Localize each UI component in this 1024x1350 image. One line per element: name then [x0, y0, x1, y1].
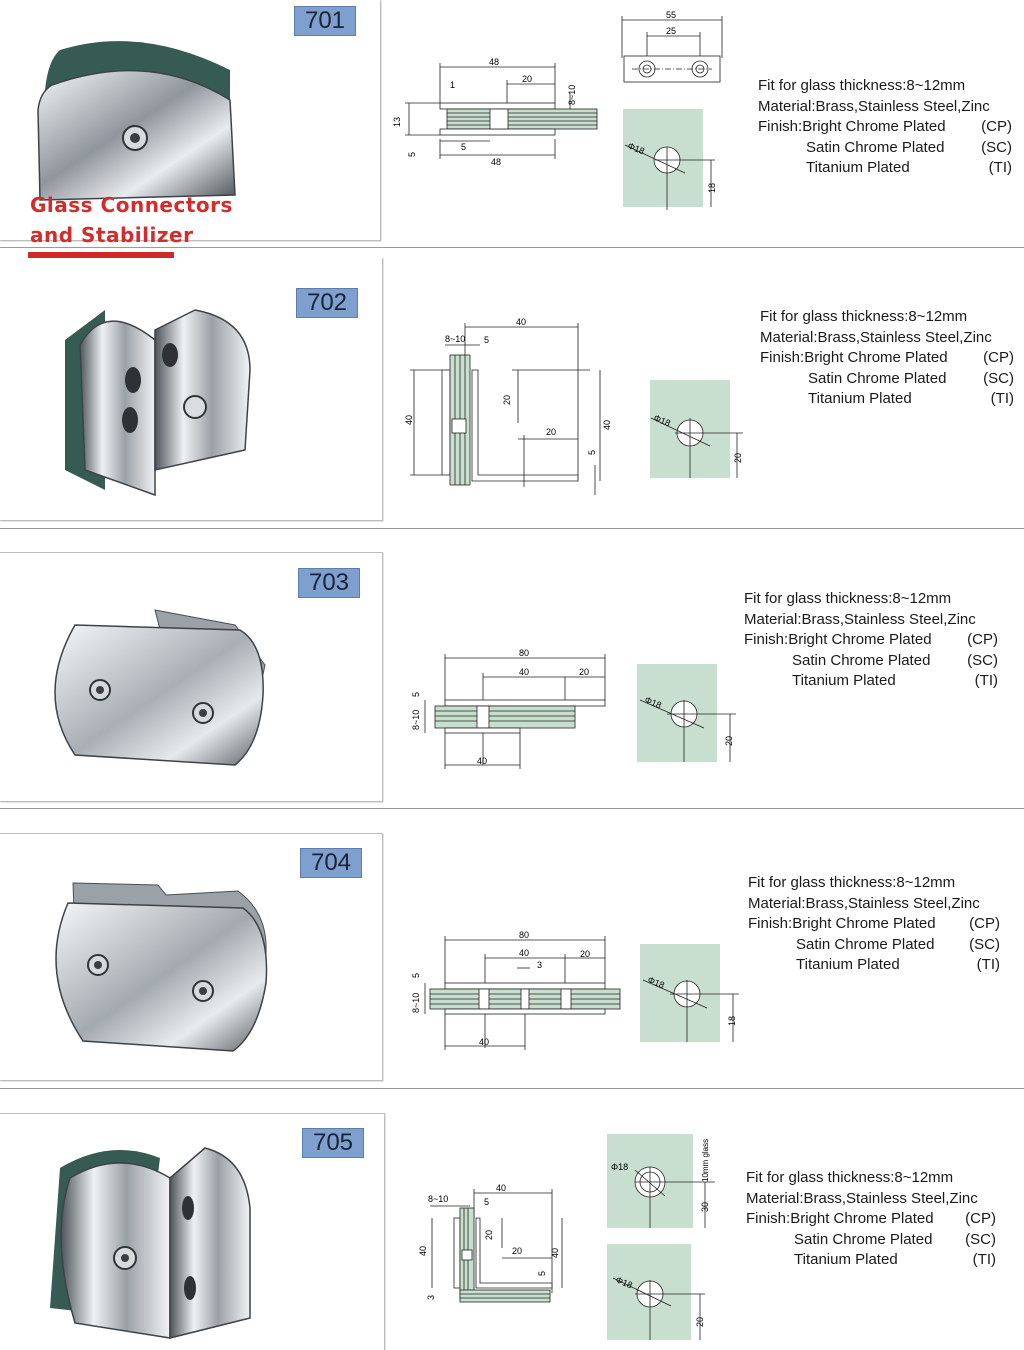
finish-name: Bright Chrome Plated	[788, 631, 932, 648]
dim-5-bottom-701: 5	[461, 142, 467, 152]
dim-1-701: 1	[450, 80, 456, 90]
finish-name: Satin Chrome Plated	[796, 935, 935, 953]
dim-8-10-703: 8~10	[411, 709, 421, 730]
spec-finish-row-1	[758, 117, 1012, 138]
hole-drawing-701	[615, 105, 725, 210]
section-divider	[0, 528, 1024, 529]
spec-material: Material:Brass,Stainless Steel,Zinc	[760, 328, 992, 346]
dim-55-701: 55	[666, 10, 677, 20]
dim-40-top-702: 40	[516, 317, 527, 327]
finish-name: Bright Chrome Plated	[790, 1210, 934, 1227]
dim-40-704: 40	[519, 948, 530, 958]
clamp-photo-704	[38, 873, 278, 1058]
spec-material: Material:Brass,Stainless Steel,Zinc	[758, 97, 990, 115]
glass-thickness-note-705: 10mm glass	[701, 1138, 710, 1182]
finish-code: (SC)	[969, 935, 1000, 953]
dim-48-top-701: 48	[489, 57, 500, 67]
clamp-photo-703	[35, 605, 275, 775]
spec-finish-row-2	[744, 651, 998, 672]
spec-block-705	[746, 1168, 996, 1271]
top-drawing-701	[610, 8, 730, 98]
spec-fit: Fit for glass thickness:8~12mm	[746, 1169, 954, 1186]
dim-5-703: 5	[411, 691, 421, 697]
dim-40-right-705: 40	[550, 1247, 560, 1258]
spec-finish-row-1	[744, 630, 998, 651]
dim-80-704: 80	[519, 930, 530, 940]
dim-40-left-705: 40	[418, 1245, 428, 1256]
hole-drawing-704	[635, 942, 745, 1046]
spec-finish-row-2	[748, 935, 1000, 956]
clamp-photo-705	[40, 1138, 280, 1338]
spec-material: Material:Brass,Stainless Steel,Zinc	[746, 1189, 978, 1207]
hole-diameter-705-top: Φ18	[611, 1162, 629, 1172]
spec-finish-row-3	[760, 389, 1014, 410]
spec-finish-row-3	[744, 671, 998, 692]
dim-20-703-hole: 20	[724, 735, 734, 746]
section-divider	[0, 1088, 1024, 1089]
side-drawing-703	[405, 645, 625, 770]
side-drawing-701	[392, 55, 605, 180]
finish-label: Finish:	[748, 915, 793, 932]
brand-title-line1: Glass Connectors	[30, 193, 233, 217]
spec-finish-row-1	[748, 914, 1000, 935]
finish-code: (SC)	[967, 651, 998, 669]
hole-diameter-701: Φ18	[626, 140, 646, 157]
finish-name: Titanium Plated	[792, 672, 896, 689]
finish-code: (TI)	[974, 672, 998, 689]
dim-5-702: 5	[484, 335, 490, 345]
spec-block-701	[758, 76, 1012, 179]
finish-name: Satin Chrome Plated	[792, 651, 931, 669]
dim-8-10-702: 8~10	[445, 334, 466, 344]
hole-diameter-703: Φ18	[643, 694, 663, 711]
spec-finish-row-3	[748, 955, 1000, 976]
dim-5-704: 5	[411, 972, 421, 978]
brand-title	[30, 190, 233, 250]
finish-name: Satin Chrome Plated	[806, 138, 945, 156]
finish-code: (CP)	[965, 1210, 996, 1227]
hole-drawing-705-bottom	[605, 1242, 720, 1342]
finish-code: (CP)	[983, 349, 1014, 366]
dim-3-705: 3	[426, 1294, 436, 1300]
finish-name: Titanium Plated	[808, 390, 912, 407]
finish-name: Bright Chrome Plated	[804, 349, 948, 366]
finish-name: Titanium Plated	[794, 1251, 898, 1268]
dim-5-bottom-705: 5	[537, 1270, 547, 1276]
finish-label: Finish:	[758, 118, 803, 135]
finish-code: (TI)	[988, 159, 1012, 176]
spec-fit: Fit for glass thickness:8~12mm	[748, 874, 956, 891]
dim-20-vertical-705: 20	[484, 1229, 494, 1240]
hole-drawing-705-top	[605, 1132, 720, 1230]
dim-5-705: 5	[484, 1197, 490, 1207]
section-divider	[0, 808, 1024, 809]
dim-20-horizontal-702: 20	[546, 427, 557, 437]
model-number-703: 703	[298, 568, 360, 598]
dim-3-704: 3	[537, 960, 543, 970]
spec-block-704	[748, 873, 1000, 976]
spec-finish-row-1	[746, 1209, 996, 1230]
finish-code: (TI)	[976, 956, 1000, 973]
dim-80-703: 80	[519, 648, 530, 658]
dim-8-10-705: 8~10	[428, 1194, 449, 1204]
model-number-701: 701	[294, 6, 356, 36]
finish-code: (SC)	[965, 1230, 996, 1248]
dim-30-705: 30	[700, 1201, 710, 1212]
finish-code: (TI)	[990, 390, 1014, 407]
brand-title-line2: and Stabilizer	[30, 223, 194, 247]
spec-block-703	[744, 589, 998, 692]
dim-5-bottom-702: 5	[587, 449, 597, 455]
spec-material: Material:Brass,Stainless Steel,Zinc	[744, 610, 976, 628]
hole-diameter-705-bottom: Φ18	[614, 1274, 634, 1291]
model-number-705: 705	[302, 1128, 364, 1158]
finish-name: Satin Chrome Plated	[794, 1230, 933, 1248]
dim-40-left-702: 40	[404, 414, 414, 425]
dim-20-vertical-702: 20	[502, 394, 512, 405]
dim-18-704: 18	[727, 1015, 737, 1026]
section-divider	[0, 247, 1024, 248]
dim-20-horizontal-705: 20	[512, 1246, 523, 1256]
side-drawing-705	[412, 1178, 572, 1308]
dim-20-702: 20	[733, 452, 743, 463]
clamp-photo-701	[30, 30, 250, 210]
hole-drawing-702	[645, 378, 750, 480]
hole-diameter-704: Φ18	[646, 974, 666, 991]
finish-code: (SC)	[981, 138, 1012, 156]
spec-finish-row-2	[760, 369, 1014, 390]
finish-code: (CP)	[969, 915, 1000, 932]
dim-13-701: 13	[392, 116, 402, 127]
finish-name: Titanium Plated	[796, 956, 900, 973]
dim-5-left-701: 5	[407, 151, 417, 157]
finish-name: Titanium Plated	[806, 159, 910, 176]
spec-finish-row-3	[746, 1250, 996, 1271]
dim-20-703: 20	[579, 667, 590, 677]
finish-code: (CP)	[981, 118, 1012, 135]
spec-finish-row-2	[746, 1230, 996, 1251]
hole-drawing-703	[632, 662, 742, 766]
dim-20-701: 20	[522, 74, 533, 84]
dim-8-10-701: 8~10	[567, 84, 577, 105]
finish-code: (CP)	[967, 631, 998, 648]
finish-code: (TI)	[972, 1251, 996, 1268]
finish-name: Satin Chrome Plated	[808, 369, 947, 387]
finish-label: Finish:	[744, 631, 789, 648]
dim-20-705-hole: 20	[695, 1316, 705, 1327]
finish-name: Bright Chrome Plated	[792, 915, 936, 932]
spec-material: Material:Brass,Stainless Steel,Zinc	[748, 894, 980, 912]
finish-code: (SC)	[983, 369, 1014, 387]
dim-48-bottom-701: 48	[491, 157, 502, 167]
finish-label: Finish:	[760, 349, 805, 366]
dim-8-10-704: 8~10	[411, 992, 421, 1013]
dim-20-704: 20	[580, 949, 591, 959]
spec-finish-row-3	[758, 158, 1012, 179]
spec-finish-row-2	[758, 138, 1012, 159]
dim-25-701: 25	[666, 26, 677, 36]
dim-18-701: 18	[707, 182, 717, 193]
model-number-702: 702	[296, 288, 358, 318]
spec-finish-row-1	[760, 348, 1014, 369]
dim-40-top-705: 40	[496, 1183, 507, 1193]
dim-40-bottom-704: 40	[479, 1037, 490, 1047]
dim-40-bottom-703: 40	[477, 756, 488, 766]
finish-name: Bright Chrome Plated	[802, 118, 946, 135]
hole-diameter-702: Φ18	[652, 412, 672, 429]
dim-40-703: 40	[519, 667, 530, 677]
finish-label: Finish:	[746, 1210, 791, 1227]
spec-fit: Fit for glass thickness:8~12mm	[758, 77, 966, 94]
spec-fit: Fit for glass thickness:8~12mm	[760, 308, 968, 325]
dim-40-right-702: 40	[602, 419, 612, 430]
side-drawing-704	[405, 928, 630, 1053]
spec-fit: Fit for glass thickness:8~12mm	[744, 590, 952, 607]
side-drawing-702	[400, 315, 620, 500]
clamp-photo-702	[45, 300, 285, 500]
model-number-704: 704	[300, 848, 362, 878]
spec-block-702	[760, 307, 1014, 410]
